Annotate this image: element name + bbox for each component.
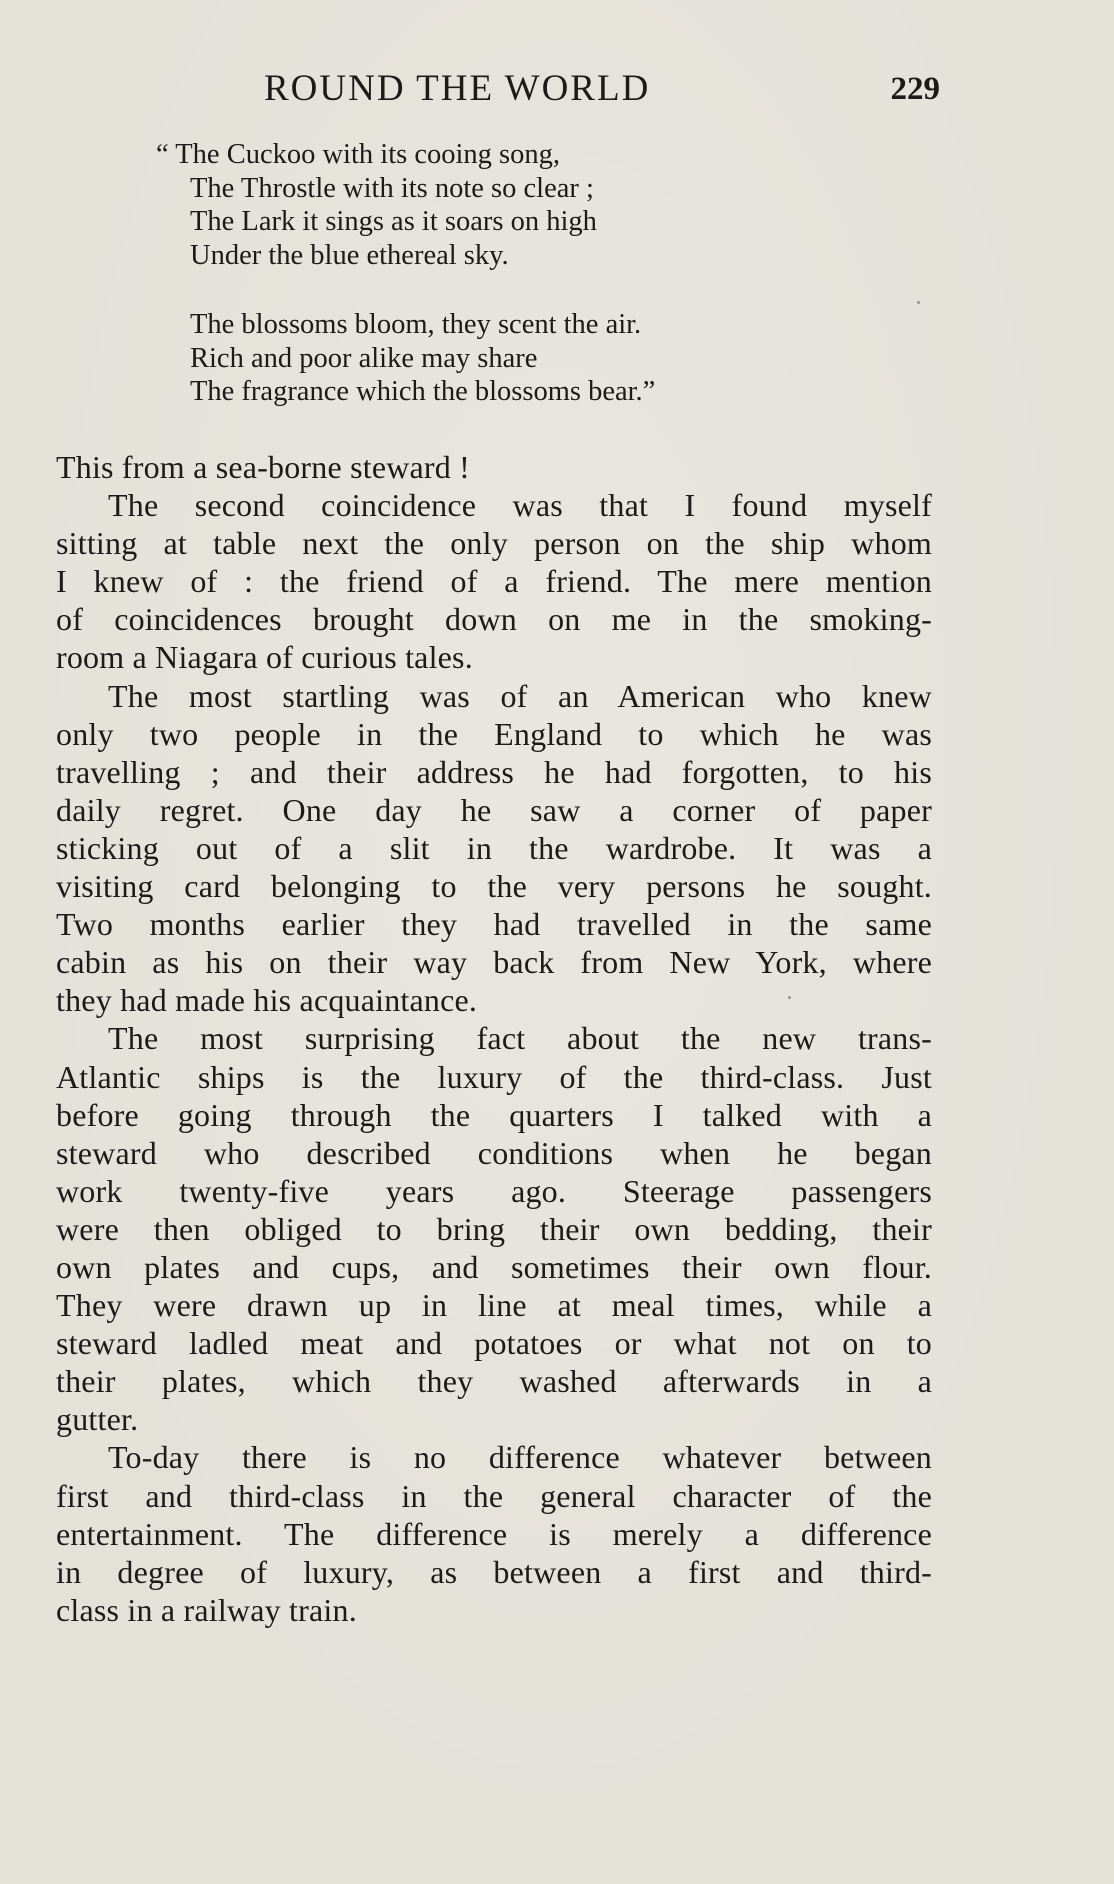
paper-speck [917,301,920,304]
text-line: To-day there is no difference whatever between [108,1439,932,1476]
text-line: The second coincidence was that I found myself [108,487,932,524]
text-line: gutter. [56,1401,139,1438]
poem-quotation [156,138,890,409]
poem-line: The fragrance which the blossoms bear.” [190,376,656,407]
poem-line: “ The Cuckoo with its cooing song, [156,139,560,170]
text-line: of coincidences brought down on me in the smoking- [56,601,932,638]
text-line: steward who described conditions when he began [56,1134,932,1171]
poem-line: The Throstle with its note so clear ; [190,172,594,204]
text-line: I knew of : the friend of a friend. The mere mention [56,563,932,600]
paper-speck [788,996,791,999]
paragraph [56,677,932,1020]
text-line: sitting at table next the only person on the ship whom [56,525,932,562]
text-line: room a Niagara of curious tales. [56,639,473,676]
poem-line: Rich and poor alike may share [190,342,538,374]
text-line: were then obliged to bring their own bedding, their [56,1210,932,1247]
text-line: Atlantic ships is the luxury of the third-class. Just [56,1058,932,1095]
text-line: work twenty-five years ago. Steerage passengers [56,1172,932,1209]
text-line: they had made his acquaintance. [56,982,478,1019]
running-title: ROUND THE WORLD [264,68,651,109]
stanza-break [190,272,890,308]
text-line: daily regret. One day he saw a corner of paper [56,791,932,828]
paragraph [56,486,932,676]
text-line: visiting card belonging to the very persons he sought. [56,868,932,905]
text-line: This from a sea-borne steward ! [56,449,471,485]
text-line: cabin as his on their way back from New York, where [56,944,932,981]
running-head [56,64,940,114]
poem-line: The Lark it sings as it soars on high [190,206,597,237]
text-line: The most surprising fact about the new trans- [108,1020,932,1057]
poem-line: The blossoms bloom, they scent the air. [190,309,642,340]
text-line: their plates, which they washed afterwards in a [56,1363,932,1400]
text-line: The most startling was of an American who knew [108,677,932,714]
poem-stanza-1 [156,138,890,272]
text-line: class in a railway train. [56,1591,357,1628]
paragraph [56,1438,932,1628]
text-line: in degree of luxury, as between a first and third- [56,1553,932,1590]
paragraph [56,448,932,486]
poem-line: Under the blue ethereal sky. [190,239,509,271]
text-line: steward ladled meat and potatoes or what not on to [56,1325,932,1362]
text-line: entertainment. The difference is merely a difference [56,1515,932,1552]
text-line: own plates and cups, and sometimes their own flour. [56,1248,932,1285]
paragraph [56,1019,932,1438]
body-text [56,448,932,1629]
text-line: sticking out of a slit in the wardrobe. It was a [56,829,932,866]
text-line: first and third-class in the general character of the [56,1477,932,1514]
text-line: They were drawn up in line at meal times, while a [56,1287,932,1324]
poem-stanza-2 [190,308,890,409]
text-line: before going through the quarters I talked with a [56,1096,932,1133]
page-number: 229 [890,71,940,107]
text-line: travelling ; and their address he had forgotten, to his [56,753,932,790]
text-line: Two months earlier they had travelled in the same [56,906,932,943]
text-line: only two people in the England to which he was [56,715,932,752]
